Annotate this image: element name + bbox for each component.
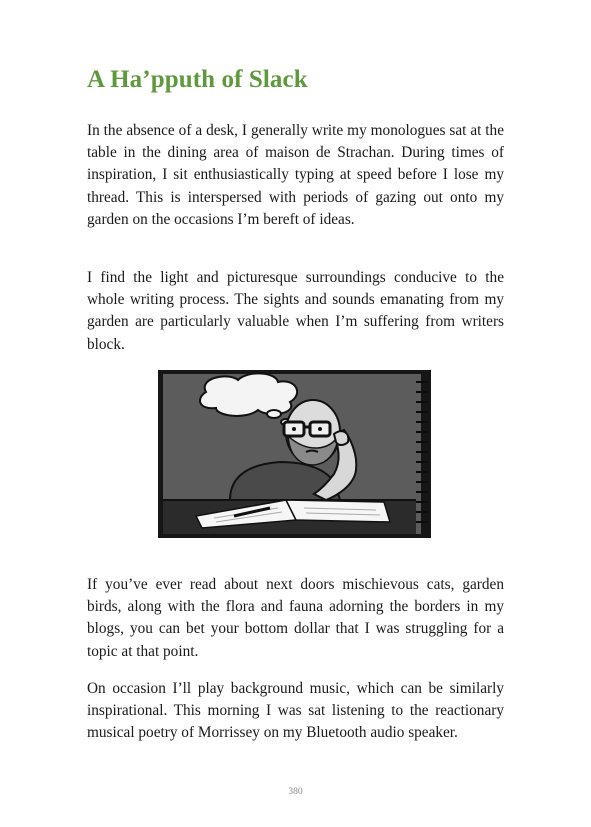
page-number: 380	[288, 787, 303, 797]
paragraph-4: On occasion I’ll play background music, which can be similarly inspirational. This morning I was sat listening to the reactionary musical poetry of Morrissey on my Bluetooth audio speaker.	[87, 680, 504, 742]
spiral-binding	[416, 382, 428, 522]
paragraph-1: In the absence of a desk, I generally write my monologues sat at the table in the dining area of maison de Strachan. During times of inspiration, I sit enthusiastically typing at speed before I lose my thread. This is interspersed with periods of gazing out onto my garden on the occasions I’m bereft of ideas.	[87, 122, 504, 228]
page-title: A Ha’pputh of Slack	[87, 66, 308, 93]
paragraph-2: I find the light and picturesque surroundings conducive to the whole writing process. The sights and sounds emanating from my garden are particularly valuable when I’m suffering from writers block.	[87, 269, 504, 353]
paragraph-3: If you’ve ever read about next doors mischievous cats, garden birds, along with the flora and fauna adorning the borders in my blogs, you can bet your bottom dollar that I was struggling for a topic at that point.	[87, 576, 504, 660]
writer-cartoon-illustration	[158, 370, 431, 538]
